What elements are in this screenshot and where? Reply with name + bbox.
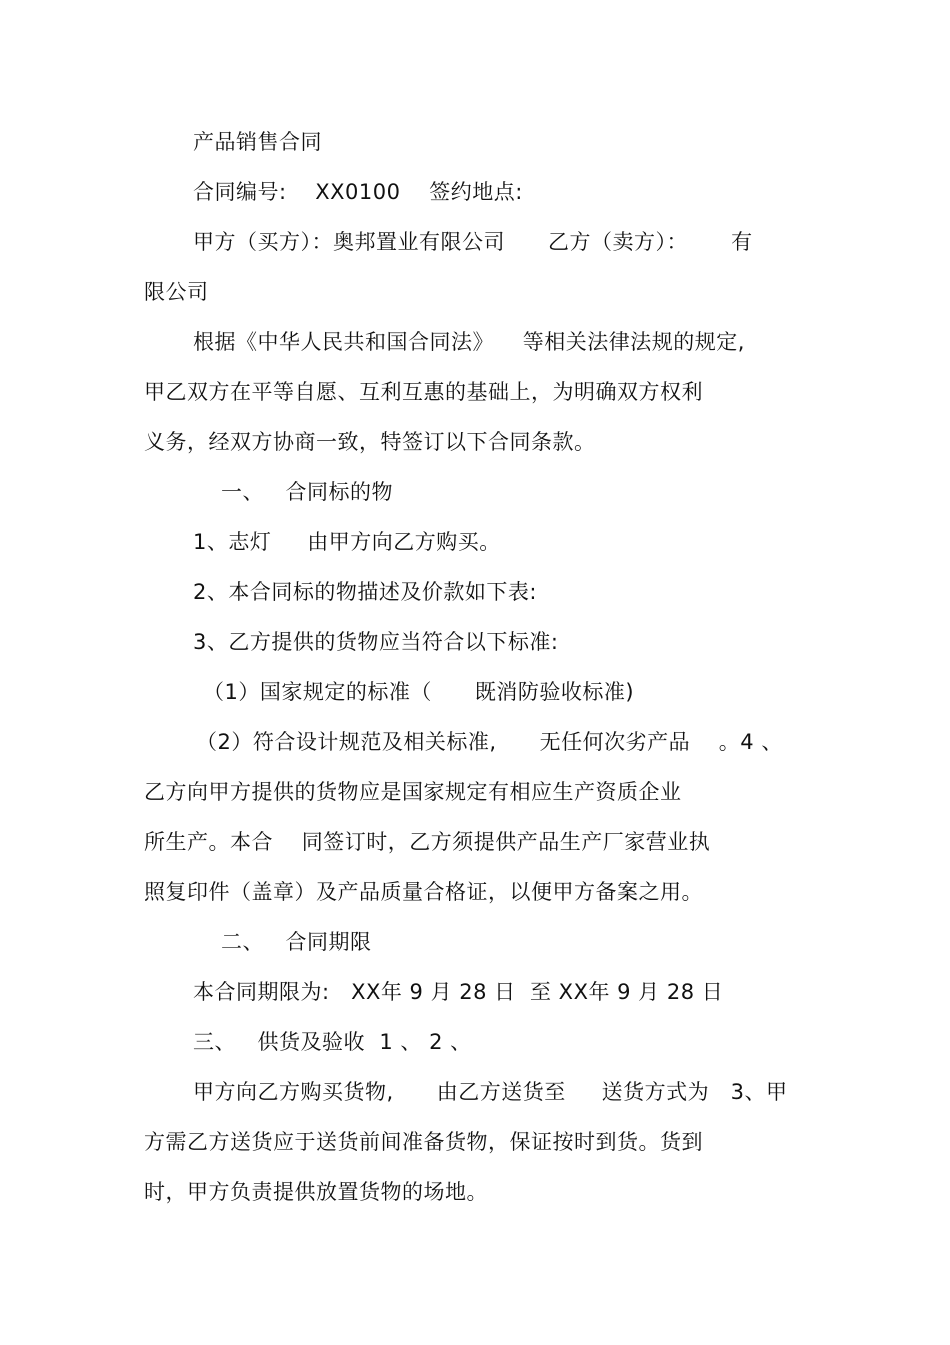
standard-item-1: （1）国家规定的标准（ 既消防验收标准) [203, 680, 635, 704]
preamble-line: 甲乙双方在平等自愿、互利互惠的基础上，为明确双方权利 [144, 380, 703, 404]
clause-line: 乙方向甲方提供的货物应是国家规定有相应生产资质企业 [144, 780, 682, 804]
section-heading-3: 三、 供货及验收 1 、 2 、 [193, 1030, 472, 1054]
section-heading-2: 二、 合同期限 [221, 930, 372, 954]
document-title: 产品销售合同 [193, 130, 322, 154]
term-line: 本合同期限为: XX年 9 月 28 日 至 XX年 9 月 28 日 [193, 980, 724, 1004]
delivery-line: 方需乙方送货应于送货前间准备货物，保证按时到货。货到 [144, 1130, 703, 1154]
parties-line-cont: 限公司 [144, 280, 209, 304]
delivery-line: 时，甲方负责提供放置货物的场地。 [144, 1180, 488, 1204]
contract-number-line: 合同编号: XX0100 签约地点: [193, 180, 523, 204]
preamble-line: 根据《中华人民共和国合同法》 等相关法律法规的规定, [193, 330, 745, 354]
clause-line: 所生产。本合 同签订时，乙方须提供产品生产厂家营业执 [144, 830, 711, 854]
section-heading-1: 一、 合同标的物 [221, 480, 394, 504]
delivery-line: 甲方向乙方购买货物, 由乙方送货至 送货方式为 3、甲 [193, 1080, 788, 1104]
preamble-line: 义务，经双方协商一致，特签订以下合同条款。 [144, 430, 596, 454]
parties-line: 甲方（买方）：奥邦置业有限公司 乙方（卖方）： 有 [193, 230, 753, 254]
clause-line: 3、乙方提供的货物应当符合以下标准: [193, 630, 559, 654]
clause-line: 照复印件（盖章）及产品质量合格证，以便甲方备案之用。 [144, 880, 703, 904]
clause-line: 2、本合同标的物描述及价款如下表: [193, 580, 537, 604]
clause-line: 1、志灯 由甲方向乙方购买。 [193, 530, 501, 554]
standard-item-2: （2）符合设计规范及相关标准, 无任何次劣产品 。4 、 [196, 730, 783, 754]
